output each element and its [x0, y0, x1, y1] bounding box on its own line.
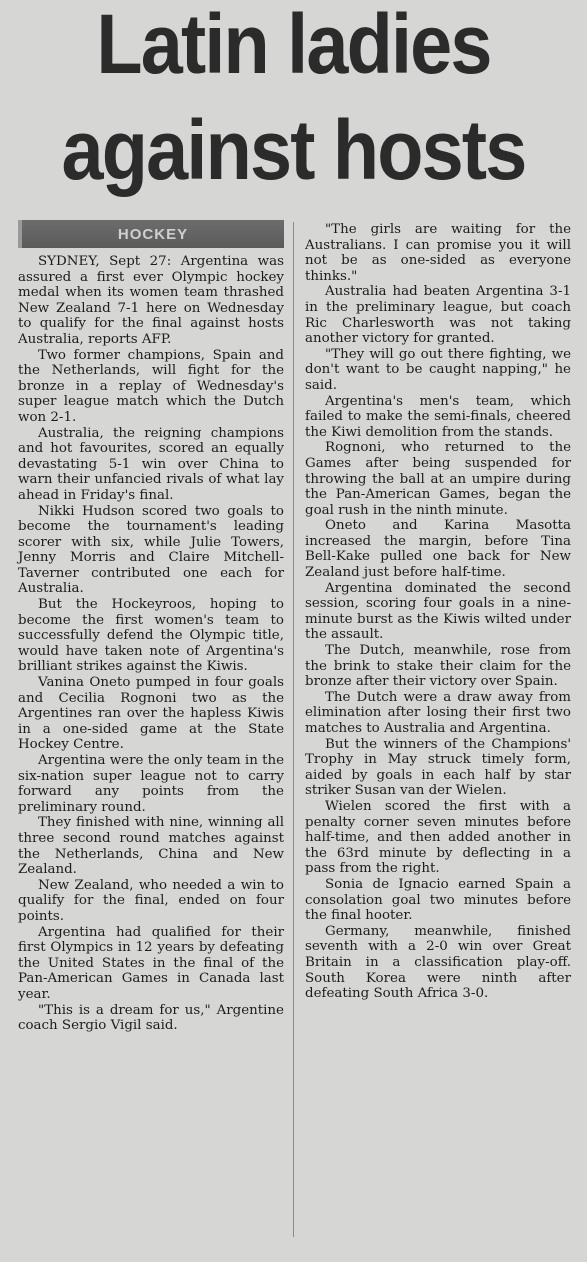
paragraph: Argentina's men's team, which failed to make the semi-finals, cheered the Kiwi demolition from the stands. [305, 393, 571, 440]
paragraph: Argentina had qualified for their first Olympics in 12 years by defeating the United States in the final of the Pan-American Games in Canada last year. [18, 924, 284, 1002]
column-divider [293, 222, 294, 1237]
paragraph: Argentina dominated the second session, scoring four goals in a nine-minute burst as the Kiwis wilted under the assault. [305, 580, 571, 643]
paragraph: Wielen scored the first with a penalty corner seven minutes before half-time, and then added another in the 63rd minute by deflecting in a pass from the right. [305, 798, 571, 877]
paragraph: The Dutch, meanwhile, rose from the brink to stake their claim for the bronze after their victory over Spain. [305, 643, 571, 690]
paragraph: Nikki Hudson scored two goals to become the tournament's leading scorer with six, while Julie Towers, Jenny Morris and Claire Mitchell-Taverner contributed one each for Australia. [18, 503, 284, 597]
paragraph: SYDNEY, Sept 27: Argentina was assured a first ever Olympic hockey medal when its women team thrashed New Zealand 7-1 here on Wednesday to qualify for the final against hosts Australia, reports AFP. [18, 254, 284, 347]
paragraph: Sonia de Ignacio earned Spain a consolation goal two minutes before the final hooter. [305, 876, 571, 924]
paragraph: Argentina were the only team in the six-nation super league not to carry forward any points from the preliminary round. [18, 753, 285, 815]
headline-line-2: against hosts [61, 103, 526, 197]
paragraph: Two former champions, Spain and the Netherlands, will fight for the bronze in a replay of Wednesday's super league match which the Dutch won 2-1. [18, 347, 284, 425]
headline-line-1: Latin ladies [96, 0, 491, 91]
article-column-2 [305, 222, 571, 1002]
paragraph: But the winners of the Champions' Trophy in May struck timely form, aided by goals in each half by star striker Susan van der Wielen. [305, 736, 571, 799]
paragraph: "They will go out there fighting, we don't want to be caught napping," he said. [305, 346, 571, 393]
paragraph: They finished with nine, winning all three second round matches against the Netherlands, China and New Zealand. [18, 815, 284, 878]
paragraph: But the Hockeyroos, hoping to become the first women's team to successfully defend the Olympic title, would have taken note of Argentina's brilliant strikes against the Kiwis. [18, 597, 284, 675]
paragraph: New Zealand, who needed a win to qualify for the final, ended on four points. [18, 877, 284, 924]
paragraph: The Dutch were a draw away from elimination after losing their first two matches to Australia and Argentina. [305, 689, 571, 736]
paragraph: "The girls are waiting for the Australians. I can promise you it will not be as one-sided as everyone thinks." [305, 222, 571, 284]
article-column-1 [18, 254, 284, 1034]
section-tag-label: HOCKEY [117, 225, 189, 243]
paragraph: Australia, the reigning champions and hot favourites, scored an equally devastating 5-1 win over China to warn their unfancied rivals of what lay ahead in Friday's final. [18, 425, 284, 503]
section-tag [18, 220, 284, 248]
paragraph: "This is a dream for us," Argentine coach Sergio Vigil said. [18, 1002, 284, 1034]
paragraph: Vanina Oneto pumped in four goals and Cecilia Rognoni two as the Argentines ran over the hapless Kiwis in a one-sided game at the State Hockey Centre. [18, 675, 284, 753]
paragraph: Oneto and Karina Masotta increased the margin, before Tina Bell-Kake pulled one back for New Zealand just before half-time. [305, 518, 571, 581]
paragraph: Germany, meanwhile, finished seventh with a 2-0 win over Great Britain in a classification play-off. South Korea were ninth after defeating South Africa 3-0. [305, 923, 571, 1002]
paragraph: Australia had beaten Argentina 3-1 in the preliminary league, but coach Ric Charlesworth was not taking another victory for granted. [305, 284, 571, 347]
paragraph: Rognoni, who returned to the Games after being suspended for throwing the ball at an umpire during the Pan-American Games, began the goal rush in the ninth minute. [305, 440, 571, 518]
